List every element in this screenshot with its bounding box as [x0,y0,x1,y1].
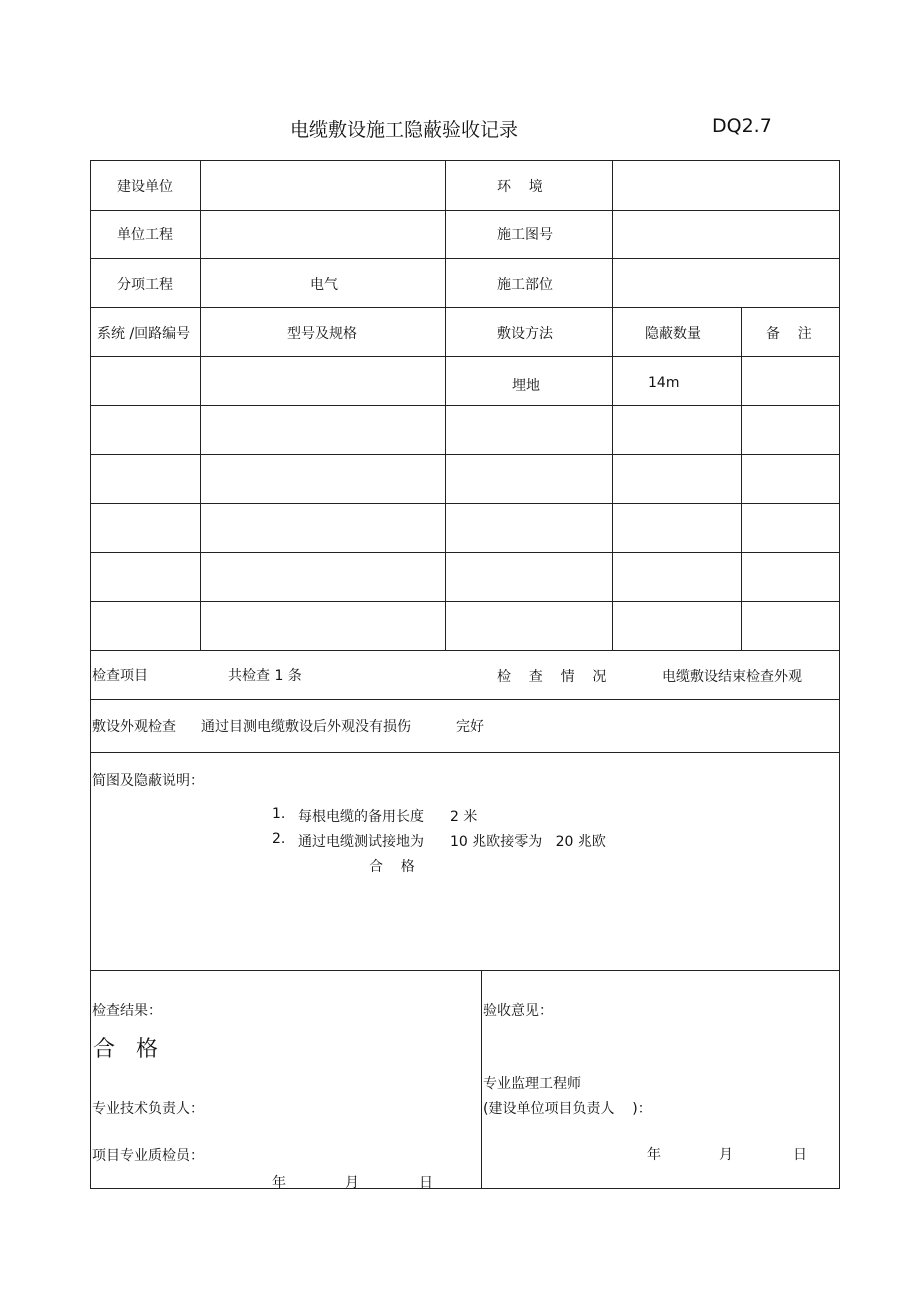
col-method: 敷设方法 [497,326,553,342]
notes-item2-value: 10 兆欧接零为 20 兆欧 [450,834,606,850]
acceptance-date-day: 日 [793,1147,807,1163]
inspection-item-label: 检查项目 [92,668,148,684]
environment-label: 环 境 [497,179,543,195]
result-date-day: 日 [419,1175,433,1191]
tech-lead-label: 专业技术负责人： [92,1101,204,1117]
supervisor-label: 专业监理工程师 [483,1076,581,1092]
page-title: 电缆敷设施工隐蔽验收记录 [290,119,519,141]
result-value: 合 格 [93,1037,158,1062]
notes-item2-no: 2. [272,831,286,847]
form-code: DQ2.7 [712,115,772,137]
inspection-status-label: 检 查 情 况 [497,669,607,685]
row-method: 埋地 [512,378,540,394]
appearance-result: 完好 [456,719,484,735]
notes-item2-text: 通过电缆测试接地为 [298,834,424,850]
notes-item1-no: 1. [272,806,286,822]
drawing-no-label: 施工图号 [497,227,553,243]
notes-item1-value: 2 米 [450,809,478,825]
notes-label: 简图及隐蔽说明： [92,773,204,789]
acceptance-date-month: 月 [719,1147,733,1163]
acceptance-label: 验收意见： [483,1003,553,1019]
appearance-label: 敷设外观检查 [92,719,176,735]
col-model: 型号及规格 [287,326,357,342]
col-system: 系统 /回路编号 [97,326,191,342]
notes-item2-conclusion: 合 格 [369,859,415,875]
inspection-item-value: 共检查 1 条 [228,668,302,684]
owner-label: (建设单位项目负责人 )： [483,1101,652,1117]
row-quantity: 14m [648,375,680,391]
notes-item1-text: 每根电缆的备用长度 [298,809,424,825]
unit-project-label: 单位工程 [117,227,173,243]
result-date-year: 年 [272,1175,286,1191]
sub-project-label: 分项工程 [117,277,173,293]
col-remark: 备 注 [766,326,812,342]
acceptance-date-year: 年 [647,1147,661,1163]
result-label: 检查结果： [92,1003,162,1019]
appearance-text: 通过目测电缆敷设后外观没有损伤 [201,719,411,735]
build-unit-label: 建设单位 [117,179,173,195]
qc-label: 项目专业质检员： [92,1148,204,1164]
location-label: 施工部位 [497,277,553,293]
sub-project-value: 电气 [310,277,338,293]
result-date-month: 月 [345,1175,359,1191]
col-quantity: 隐蔽数量 [645,326,701,342]
inspection-status-value: 电缆敷设结束检查外观 [662,669,802,685]
